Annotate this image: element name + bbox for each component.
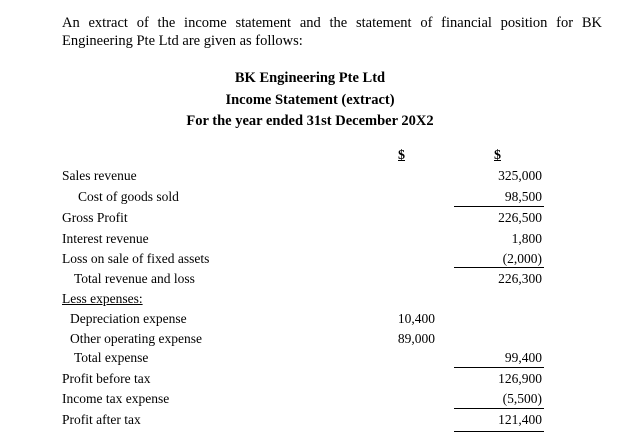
row-label: Less expenses:: [62, 291, 143, 306]
subtotal-rule: [454, 206, 544, 207]
row-amount: 98,500: [504, 189, 542, 204]
row-amount: (5,500): [502, 391, 542, 406]
subtotal-rule: [454, 367, 544, 368]
row-income-tax: [0, 389, 620, 409]
row-amount: 325,000: [498, 168, 542, 183]
row-profit-after-tax: [0, 410, 620, 430]
row-amount: (2,000): [502, 251, 542, 266]
row-amount: 121,400: [498, 412, 542, 427]
row-label: Interest revenue: [62, 231, 149, 246]
row-amount: 1,800: [511, 231, 542, 246]
row-label: Depreciation expense: [70, 311, 187, 326]
row-other-operating: [0, 329, 620, 349]
row-label: Profit before tax: [62, 371, 151, 386]
row-label: Sales revenue: [62, 168, 137, 183]
row-amount: 99,400: [504, 350, 542, 365]
row-gross-profit: [0, 208, 620, 228]
currency-header-col1: $: [398, 148, 405, 163]
subtotal-rule: [454, 408, 544, 409]
row-label: Total expense: [74, 350, 149, 365]
row-amount: 89,000: [397, 331, 435, 346]
row-amount: 126,900: [498, 371, 542, 386]
row-profit-before-tax: [0, 369, 620, 389]
row-total-expense: [0, 348, 620, 368]
row-label: Loss on sale of fixed assets: [62, 251, 210, 266]
row-less-expenses: [0, 289, 620, 309]
row-cost-of-goods-sold: [0, 187, 620, 207]
row-amount: 226,300: [498, 271, 542, 286]
intro-paragraph: An extract of the income statement and the statement of financial position for BK Engineering Pte Ltd are given as follows:: [62, 15, 602, 49]
row-amount: 226,500: [498, 210, 542, 225]
statement-period: For the year ended 31st December 20X2: [186, 113, 434, 129]
total-rule: [454, 431, 544, 432]
currency-header-col2: $: [494, 148, 501, 163]
row-label: Income tax expense: [62, 391, 170, 406]
row-amount: 10,400: [397, 311, 435, 326]
row-loss-on-sale: [0, 249, 620, 269]
statement-title: Income Statement (extract): [225, 92, 395, 108]
row-label: Profit after tax: [62, 412, 141, 427]
row-total-revenue-loss: [0, 269, 620, 289]
subtotal-rule: [454, 267, 544, 268]
row-sales-revenue: [0, 166, 620, 186]
row-label: Other operating expense: [70, 331, 202, 346]
company-name: BK Engineering Pte Ltd: [234, 70, 386, 86]
row-label: Cost of goods sold: [78, 189, 179, 204]
row-label: Total revenue and loss: [74, 271, 195, 286]
row-depreciation: [0, 309, 620, 329]
row-label: Gross Profit: [62, 210, 128, 225]
row-interest-revenue: [0, 229, 620, 249]
